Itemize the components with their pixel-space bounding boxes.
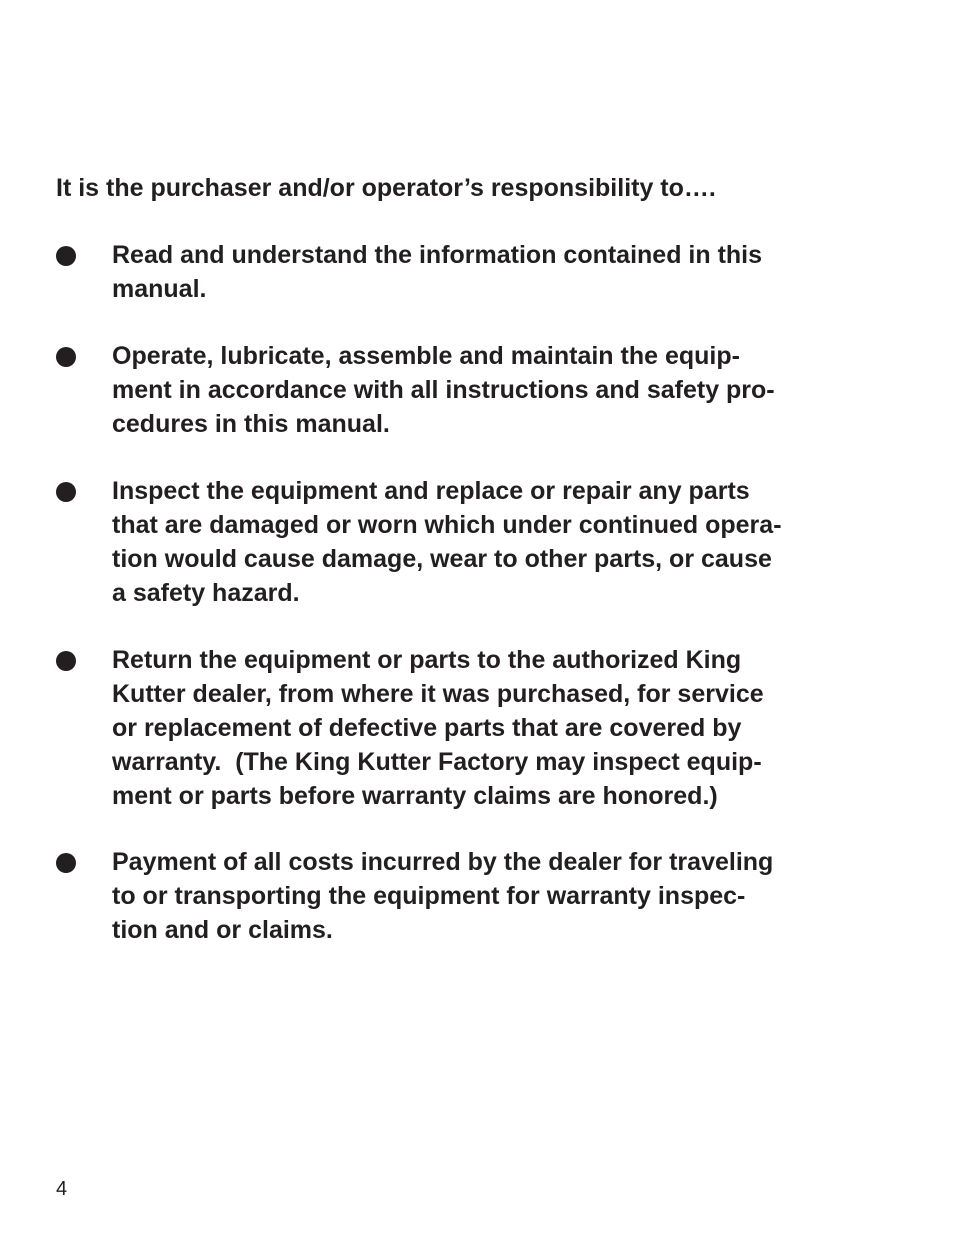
list-item-line: Kutter dealer, from where it was purchased, for service: [112, 680, 764, 708]
bullet-dot-icon: [56, 482, 76, 502]
bullet-dot-icon: [56, 246, 76, 266]
list-item-line: to or transporting the equipment for warranty inspec-: [112, 882, 746, 910]
list-item-line: that are damaged or worn which under continued opera-: [112, 511, 782, 539]
page-number: 4: [56, 1178, 68, 1200]
list-item-line: Inspect the equipment and replace or repair any parts: [112, 477, 750, 505]
list-item-line: Return the equipment or parts to the authorized King: [112, 646, 742, 674]
list-item-text: [112, 643, 912, 813]
intro-heading: It is the purchaser and/or operator’s responsibility to….: [56, 174, 716, 202]
list-item-line: ment or parts before warranty claims are honored.): [112, 782, 718, 810]
list-item-text: [112, 474, 912, 610]
list-item-line: tion would cause damage, wear to other parts, or cause: [112, 545, 772, 573]
bullet-dot-icon: [56, 347, 76, 367]
list-item-text: [112, 845, 912, 947]
list-item-line: Operate, lubricate, assemble and maintain the equip-: [112, 342, 740, 370]
list-item-line: or replacement of defective parts that are covered by: [112, 714, 742, 742]
list-item-line: tion and or claims.: [112, 916, 333, 944]
list-item-line: cedures in this manual.: [112, 410, 390, 438]
list-item-line: warranty. (The King Kutter Factory may inspect equip-: [112, 748, 762, 776]
bullet-dot-icon: [56, 651, 76, 671]
list-item-text: [112, 238, 912, 306]
list-item-line: Read and understand the information contained in this: [112, 241, 763, 269]
list-item-line: manual.: [112, 275, 207, 303]
list-item-line: Payment of all costs incurred by the dealer for traveling: [112, 848, 774, 876]
list-item-text: [112, 339, 912, 441]
bullet-dot-icon: [56, 853, 76, 873]
list-item-line: a safety hazard.: [112, 579, 300, 607]
list-item-line: ment in accordance with all instructions and safety pro-: [112, 376, 775, 404]
